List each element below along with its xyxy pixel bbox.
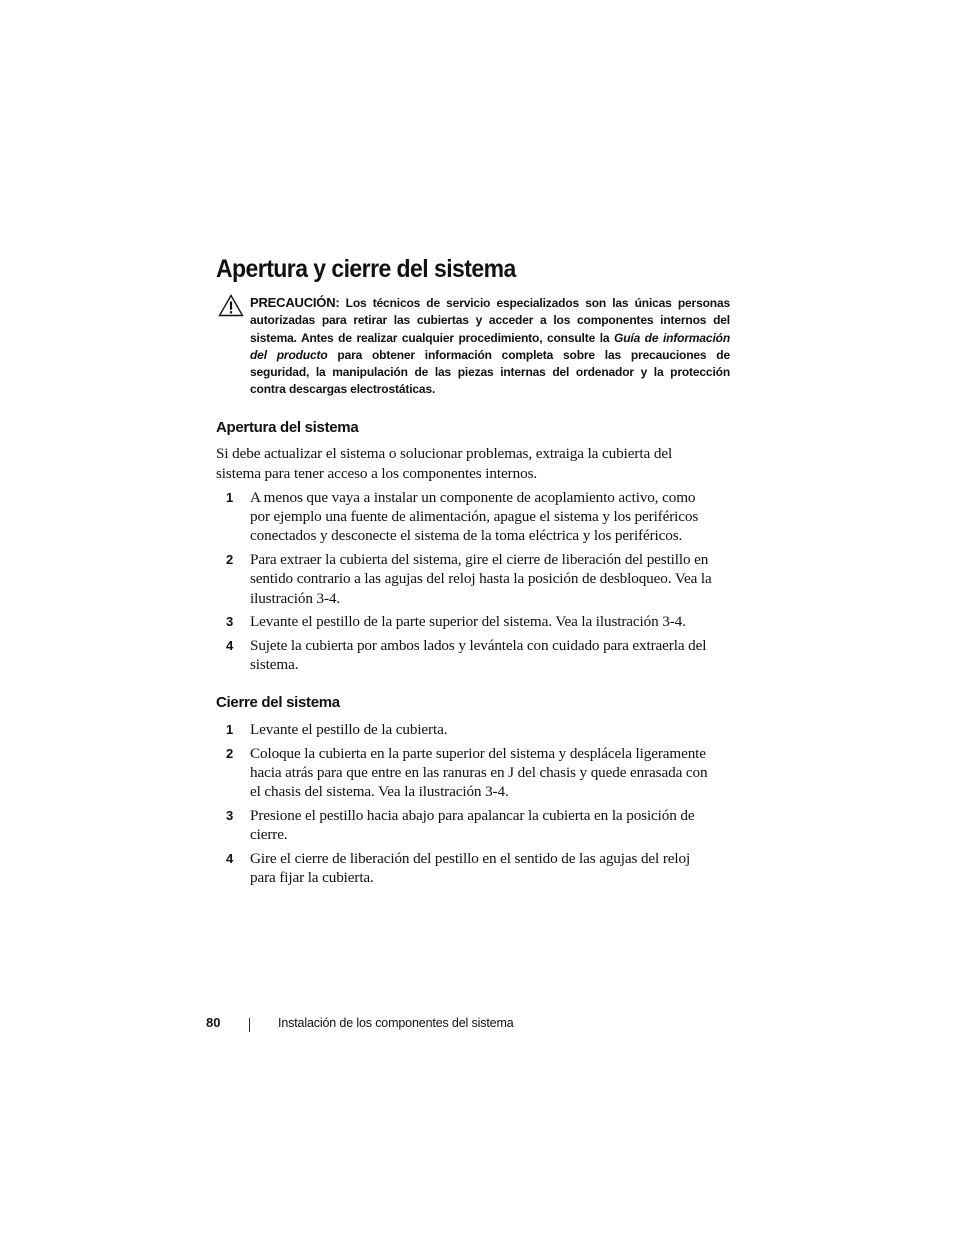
step-text: Para extraer la cubierta del sistema, gire el cierre de liberación del pestillo en sentido contrario a las agujas del reloj hasta la posición de desbloqueo. Vea la ilustración 3-4. [250,551,712,607]
footer-divider [249,1018,250,1032]
section-heading-closing: Cierre del sistema [216,694,340,711]
step-text: Presione el pestillo hacia abajo para apalancar la cubierta en la posición de cierre. [250,806,695,844]
step-number: 1 [226,722,234,737]
warning-triangle-icon [218,294,244,317]
step-number: 3 [226,614,234,630]
closing-steps [216,720,716,892]
step-text: Sujete la cubierta por ambos lados y levántela con cuidado para extraerla del sistema. [250,636,707,674]
list-item [216,550,716,608]
opening-intro: Si debe actualizar el sistema o solucionar problemas, extraiga la cubierta del sistema para tener acceso a los componentes internos. [216,445,673,482]
step-text: Coloque la cubierta en la parte superior del sistema y desplácela ligeramente hacia atrás para que entre en las ranuras en J del chasis y quede enrasada con el chasis del sistema. Vea la ilustración 3-4. [250,744,708,801]
caution-note [216,294,730,399]
step-number: 3 [226,807,234,823]
caution-text [250,294,730,399]
opening-steps [216,488,716,679]
step-number: 1 [226,490,234,505]
step-number: 2 [226,745,234,761]
step-number: 4 [226,850,234,866]
list-item [216,636,716,674]
step-number: 2 [226,552,234,568]
step-text: Levante el pestillo de la parte superior del sistema. Vea la ilustración 3-4. [250,613,686,631]
caution-text-after: para obtener información completa sobre las precauciones de seguridad, la manipulación de las piezas internas del ordenador y la protección contra descargas electrostáticas. [250,347,730,397]
section-heading-opening: Apertura del sistema [216,419,359,436]
list-item [216,488,716,546]
caution-label: PRECAUCIÓN: [250,295,340,310]
product-guide-title: Guía de información del producto [250,330,730,362]
page-footer [0,1015,954,1035]
list-item [216,806,716,844]
step-number: 4 [226,637,234,653]
step-text: A menos que vaya a instalar un componente de acoplamiento activo, como por ejemplo una fuente de alimentación, apague el sistema y los periféricos conectados y desconecte el sistema de la toma eléctrica y los periféricos. [250,489,699,545]
list-item [216,744,716,802]
list-item [216,849,716,887]
page-number: 80 [206,1015,221,1030]
footer-section-title: Instalación de los componentes del sistema [278,1016,514,1030]
page-title: Apertura y cierre del sistema [216,255,516,283]
step-text: Levante el pestillo de la cubierta. [250,721,448,738]
step-text: Gire el cierre de liberación del pestillo en el sentido de las agujas del reloj para fijar la cubierta. [250,849,691,886]
caution-text-before: Los técnicos de servicio especializados son las únicas personas autorizadas para retirar las cubiertas y acceder a los componentes internos del sistema. Antes de realizar cualquier procedimiento, consulte la [250,296,730,345]
list-item [216,720,716,739]
list-item [216,612,716,631]
